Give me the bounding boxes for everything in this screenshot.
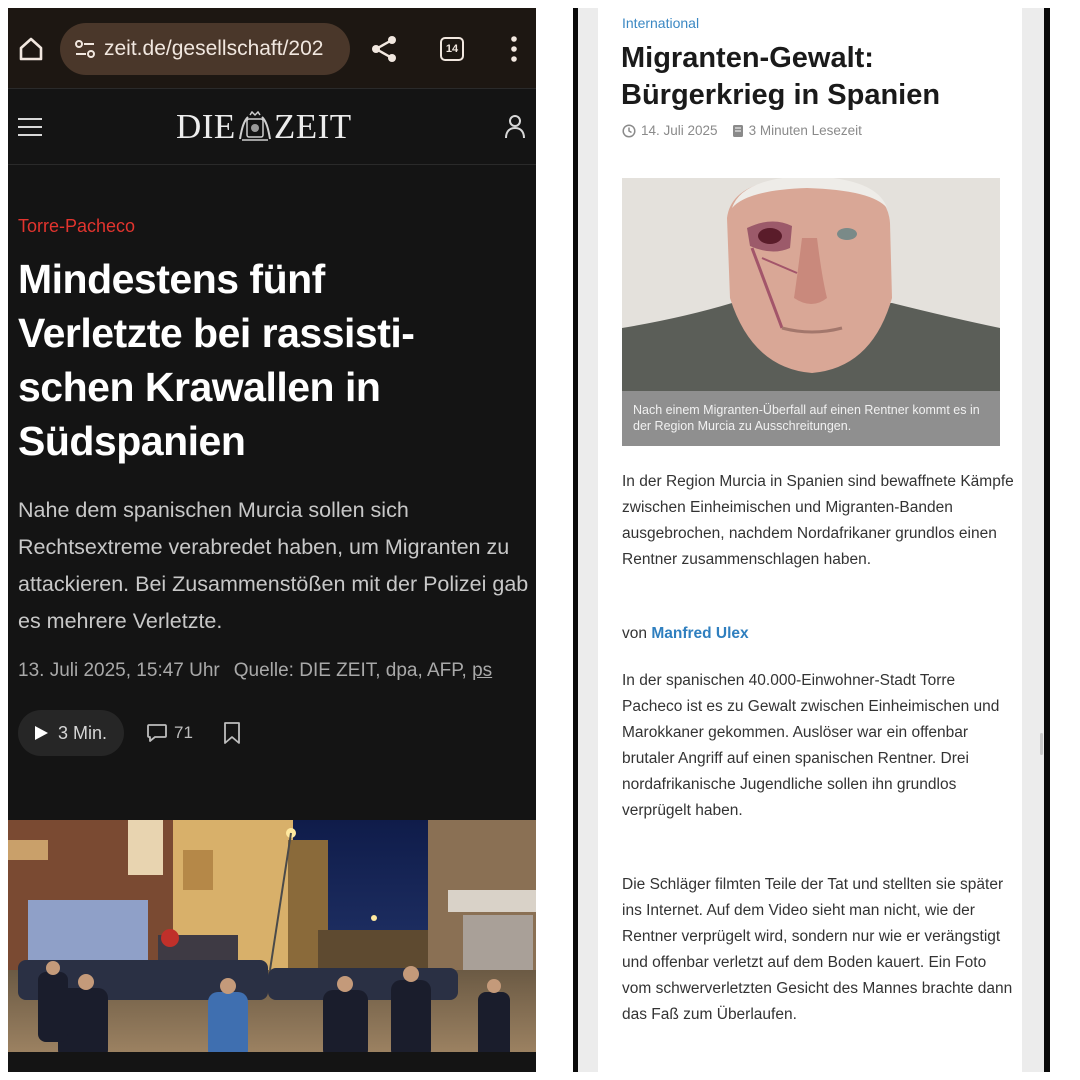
comment-icon <box>146 723 168 743</box>
address-bar[interactable] <box>60 23 350 75</box>
injured-man-portrait <box>622 178 1000 391</box>
article-lead: In der Region Murcia in Spanien sind bewaffnete Kämpfe zwischen Einheimischen und Migranten-Banden ausgebrochen, nachdem Nordafrikaner grundlos einen Rentner zusammenschlagen haben. <box>622 473 1014 568</box>
title-line: Migranten-Gewalt: <box>621 42 874 74</box>
source-label: Quelle: DIE ZEIT, dpa, AFP, <box>233 660 473 681</box>
clock-icon <box>622 124 636 138</box>
author-link[interactable]: ps <box>472 660 493 681</box>
article-hero-photo <box>8 820 536 1060</box>
category-link[interactable]: International <box>622 15 700 31</box>
logo-text-zeit: ZEIT <box>273 107 352 146</box>
headline-line: Südspanien <box>18 418 246 464</box>
listen-button[interactable] <box>18 710 124 756</box>
tabs-counter-button[interactable]: 14 <box>440 37 464 61</box>
article-paragraph: In der spanischen 40.000-Einwohner-Stadt Torre Pacheco ist es zu Gewalt zwischen Einheimischen und Marokkaner gekommen. Auslöser war ein offenbar brutaler Angriff auf einen spanischen Rentner. Drei nordafrikanische Jugendliche sollen ihn grundlos verprügelt haben. <box>622 672 1000 819</box>
bookmark-button[interactable] <box>223 722 241 744</box>
publish-date: 13. Juli 2025, 15:47 Uhr <box>18 660 220 681</box>
book-icon <box>732 124 744 138</box>
page-gutter-right <box>1022 8 1044 1072</box>
bookmark-icon <box>223 722 241 744</box>
article-paragraph: Die Schläger filmten Teile der Tat und stellten sie später ins Internet. Auf dem Video sieht man nicht, wie der Rentner verprügelt wird, sondern nur wie er verängstigt und offenbar verletzt auf dem Boden kauert. Ein Foto vom schwerverletzten Gesicht des Mannes brachte dann das Faß zum Überlaufen. <box>622 876 1013 1023</box>
article-photo <box>622 178 1000 391</box>
article-teaser: Nahe dem spanischen Murcia sollen sich Rechtsextreme verabredet haben, um Migranten zu attackieren. Bei Zusammenstößen mit der Polizei gab es mehrere Verletzte. <box>18 498 529 633</box>
scrollbar-thumb[interactable] <box>1040 733 1043 755</box>
page-gutter-left <box>578 8 598 1072</box>
user-icon[interactable] <box>504 114 526 140</box>
more-vert-icon[interactable] <box>506 34 522 64</box>
listen-duration: 3 Min. <box>58 722 108 743</box>
zeit-mobile-screenshot <box>8 8 536 1072</box>
headline-line: schen Krawallen in <box>18 364 381 410</box>
article-actions <box>18 710 241 756</box>
photo-caption: Nach einem Migranten-Überfall auf einen Rentner kommt es in der Region Murcia zu Ausschreitungen. <box>622 391 1000 446</box>
crest-logo-icon <box>238 111 272 143</box>
frame-border-right <box>1044 8 1050 1072</box>
menu-icon[interactable] <box>18 116 42 138</box>
night-street-scene <box>8 820 536 1060</box>
comments-button[interactable] <box>146 723 193 743</box>
logo-text-die: DIE <box>176 107 236 146</box>
comment-count: 71 <box>174 723 193 742</box>
headline-line: Mindestens fünf <box>18 256 325 302</box>
article-title <box>621 40 1021 114</box>
title-line: Bürgerkrieg in Spanien <box>621 79 941 111</box>
article-headline <box>18 252 528 468</box>
author-line <box>622 621 1014 647</box>
reading-time: 3 Minuten Lesezeit <box>748 123 862 138</box>
home-icon[interactable] <box>16 34 46 64</box>
site-settings-icon[interactable] <box>74 38 96 60</box>
article-kicker[interactable]: Torre-Pacheco <box>18 216 136 236</box>
browser-toolbar <box>8 8 536 88</box>
article-meta <box>622 123 862 138</box>
article-byline <box>18 660 492 682</box>
share-icon[interactable] <box>370 34 398 64</box>
play-icon <box>34 726 48 740</box>
url-text[interactable]: zeit.de/gesellschaft/202 <box>104 37 324 60</box>
site-header <box>8 88 536 165</box>
die-zeit-logo[interactable] <box>176 107 352 147</box>
author-link[interactable]: Manfred Ulex <box>651 625 749 642</box>
publish-date: 14. Juli 2025 <box>641 123 718 138</box>
author-prefix: von <box>622 625 652 642</box>
headline-line: Verletzte bei rassisti- <box>18 310 415 356</box>
